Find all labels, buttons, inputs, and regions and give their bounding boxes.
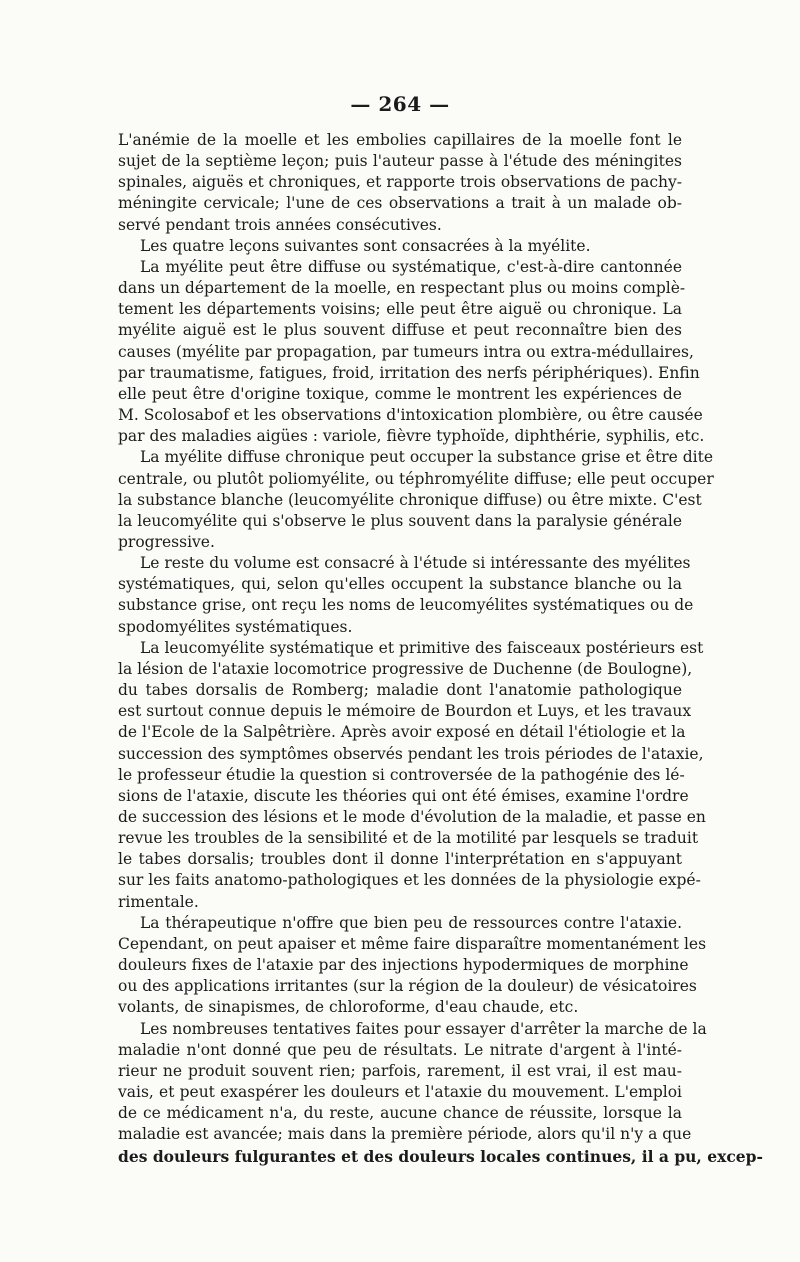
text-line: maladie n'ont donné que peu de résultats. Le nitrate d'argent à l'inté- [118,1040,682,1059]
text-line: elle peut être d'origine toxique, comme le montrent les expériences de [118,384,682,403]
paragraph [118,913,707,1019]
text-line: Les quatre leçons suivantes sont consacrées à la myélite. [140,236,591,255]
text-line: progressive. [118,532,215,551]
text-line: le tabes dorsalis; troubles dont il donne l'interprétation en s'appuyant [118,850,682,869]
text-line: revue les troubles de la sensibilité et de la motilité par lesquels se traduit [118,829,699,848]
text-line: spodomyélites systématiques. [118,617,353,636]
paragraph [118,257,705,447]
text-line: vais, et peut exaspérer les douleurs et l'ataxie du mouvement. L'emploi [118,1083,682,1102]
text-line: de l'Ecole de la Salpêtrière. Après avoir exposé en détail l'étiologie et la [118,723,686,742]
text-line: systématiques, qui, selon qu'elles occupent la substance blanche ou la [118,575,682,594]
text-line: M. Scolosabof et les observations d'intoxication plombière, ou être causée [118,406,703,425]
text-line: La thérapeutique n'offre que bien peu de ressources contre l'ataxie. [140,913,682,932]
paragraph [118,130,682,236]
text-line: rieur ne produit souvent rien; parfois, rarement, il est vrai, il est mau- [118,1061,682,1080]
text-line: spinales, aiguës et chroniques, et rapporte trois observations de pachy- [118,173,682,192]
text-line: sur les faits anatomo-pathologiques et les données de la physiologie expé- [118,871,701,890]
page-number: — 264 — [350,92,450,116]
text-line: douleurs fixes de l'ataxie par des injections hypodermiques de morphine [118,956,689,975]
text-line: L'anémie de la moelle et les embolies capillaires de la moelle font le [118,131,682,149]
text-line: centrale, ou plutôt poliomyélite, ou téphromyélite diffuse; elle peut occuper [118,469,714,488]
text-line: par traumatisme, fatigues, froid, irritation des nerfs périphériques). Enfin [118,363,700,382]
text-line: la substance blanche (leucomyélite chronique diffuse) ou être mixte. C'est [118,490,702,509]
text-line: rimentale. [118,892,199,911]
text-line: tement les départements voisins; elle peut être aiguë ou chronique. La [118,300,682,319]
text-line: dans un département de la moelle, en respectant plus ou moins complè- [118,279,686,298]
text-line: La myélite diffuse chronique peut occuper la substance grise et être dite [140,448,713,467]
paragraph [118,553,694,638]
text-line: maladie est avancée; mais dans la première période, alors qu'il n'y a que [118,1125,692,1144]
text-line: de ce médicament n'a, du reste, aucune chance de réussite, lorsque la [118,1104,682,1123]
text-line: la lésion de l'ataxie locomotrice progressive de Duchenne (de Boulogne), [118,659,693,678]
text-line: Les nombreuses tentatives faites pour essayer d'arrêter la marche de la [140,1019,707,1038]
document-body [118,130,763,1167]
text-line: causes (myélite par propagation, par tumeurs intra ou extra-médullaires, [118,342,694,361]
text-line: est surtout connue depuis le mémoire de Bourdon et Luys, et les travaux [118,702,692,721]
text-line: myélite aiguë est le plus souvent diffuse et peut reconnaître bien des [118,321,682,340]
text-line: servé pendant trois années consécutives. [118,215,442,234]
text-line: succession des symptômes observés pendant les trois périodes de l'ataxie, [118,744,704,763]
text-line: Cependant, on peut apaiser et même faire disparaître momentanément les [118,934,707,953]
paragraph [118,236,682,257]
text-line: le professeur étudie la question si controversée de la pathogénie des lé- [118,765,685,784]
text-line: Le reste du volume est consacré à l'étude si intéressante des myélites [140,554,691,573]
text-line: substance grise, ont reçu les noms de leucomyélites systématiques ou de [118,596,694,615]
text-line: du tabes dorsalis de Romberg; maladie dont l'anatomie pathologique [118,681,682,700]
text-line: de succession des lésions et le mode d'évolution de la maladie, et passe en [118,808,706,826]
text-line: par des maladies aigües : variole, fièvre typhoïde, diphthérie, syphilis, etc. [118,427,705,446]
text-line: La leucomyélite systématique et primitive des faisceaux postérieurs est [140,638,704,657]
text-line: méningite cervicale; l'une de ces observations a trait à un malade ob- [118,194,682,213]
text-line: sions de l'ataxie, discute les théories qui ont été émises, examine l'ordre [118,786,689,805]
text-line: sujet de la septième leçon; puis l'auteur passe à l'étude des méningites [118,152,682,171]
text-line: la leucomyélite qui s'observe le plus souvent dans la paralysie générale [118,511,682,530]
text-line: volants, de sinapismes, de chloroforme, d'eau chaude, etc. [118,998,579,1017]
document-page [118,92,763,1167]
paragraph [118,1019,763,1167]
text-line: La myélite peut être diffuse ou systématique, c'est-à-dire cantonnée [140,257,682,276]
paragraph [118,447,714,553]
text-line: ou des applications irritantes (sur la région de la douleur) de vésicatoires [118,977,697,996]
text-line: des douleurs fulgurantes et des douleurs locales continues, il a pu, excep- [118,1146,763,1166]
paragraph [118,638,706,913]
